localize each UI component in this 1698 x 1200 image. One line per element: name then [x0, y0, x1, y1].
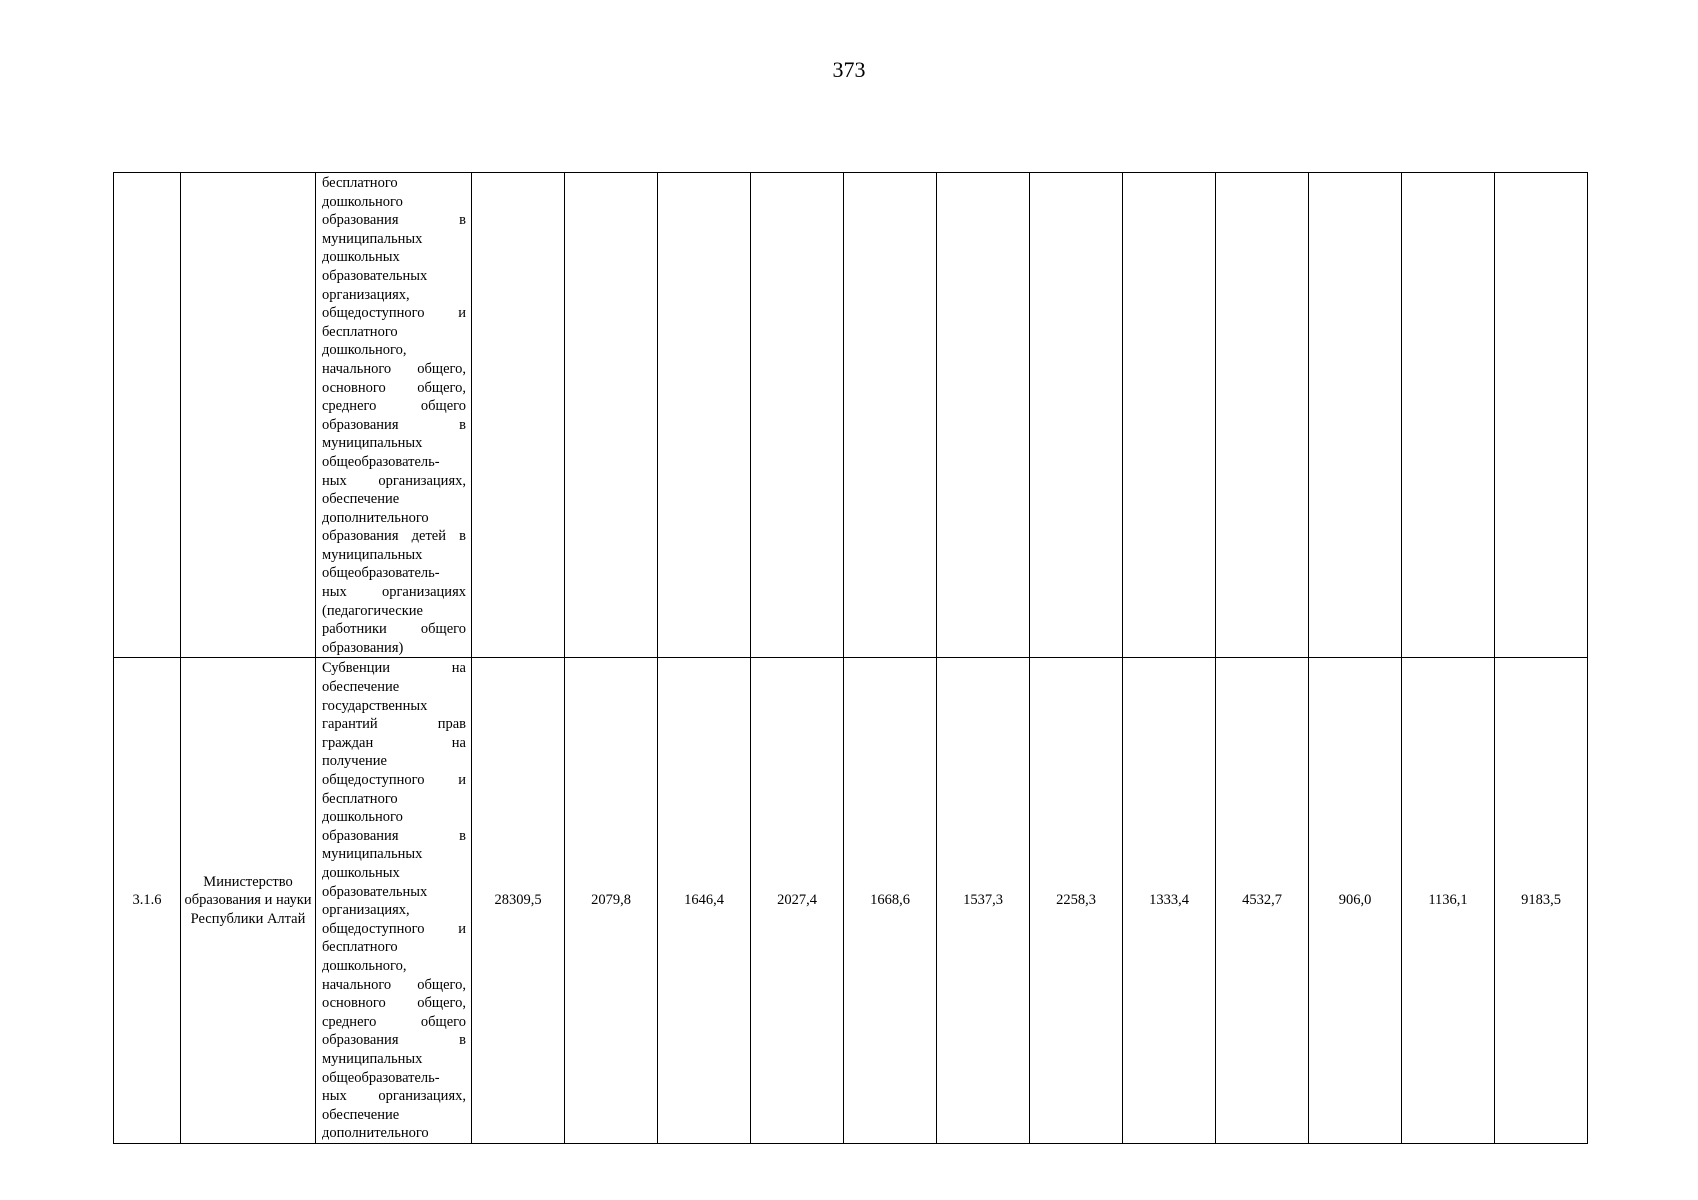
value-cell — [472, 173, 565, 658]
row-number-cell: 3.1.6 — [114, 658, 181, 1143]
description-line: дошкольных — [322, 864, 400, 881]
description-line: образования в — [322, 416, 466, 433]
description-line: получение — [322, 753, 387, 770]
value-cell: 1646,4 — [658, 658, 751, 1143]
value-cell: 906,0 — [1309, 658, 1402, 1143]
description-line: бесплатного — [322, 939, 398, 956]
description-line: муниципальных — [322, 435, 423, 452]
description-line: образовательных — [322, 883, 428, 900]
value-cell: 2027,4 — [751, 658, 844, 1143]
description-line: среднего общего — [322, 398, 466, 415]
value-cell — [1402, 173, 1495, 658]
description-line: обеспечение — [322, 1106, 400, 1123]
organization-cell — [181, 173, 316, 658]
description-line: обеспечение — [322, 679, 400, 696]
description-line: работники общего — [322, 621, 466, 638]
value-cell: 1333,4 — [1123, 658, 1216, 1143]
description-line: общедоступного и — [322, 920, 466, 937]
value-cell: 2079,8 — [565, 658, 658, 1143]
value-cell: 2258,3 — [1030, 658, 1123, 1143]
value-cell: 9183,5 — [1495, 658, 1588, 1143]
value-cell: 28309,5 — [472, 658, 565, 1143]
description-line: основного общего, — [322, 995, 466, 1012]
description-line: государственных — [322, 697, 428, 714]
value-cell — [658, 173, 751, 658]
description-line: ных организациях — [322, 584, 466, 601]
value-cell: 1136,1 — [1402, 658, 1495, 1143]
description-line: основного общего, — [322, 379, 466, 396]
description-line: дошкольных — [322, 249, 400, 266]
description-line: ных организациях, — [322, 1088, 466, 1105]
description-line: бесплатного — [322, 175, 398, 191]
description-line: общедоступного и — [322, 772, 466, 788]
value-cell — [844, 173, 937, 658]
value-cell — [565, 173, 658, 658]
description-line: дошкольного — [322, 193, 403, 210]
description-line: дошкольного, — [322, 342, 407, 359]
page-number: 373 — [832, 57, 866, 82]
description-line: начального общего, — [322, 976, 466, 993]
description-line: организациях, — [322, 286, 410, 303]
value-cell — [1309, 173, 1402, 658]
description-line: бесплатного — [322, 323, 398, 340]
value-cell: 1668,6 — [844, 658, 937, 1143]
description-cell — [316, 658, 472, 1143]
row-number-cell — [114, 173, 181, 658]
description-line: общеобразователь- — [322, 565, 440, 582]
description-line: бесплатного — [322, 790, 398, 807]
description-line: дополнительного — [322, 509, 429, 526]
value-cell — [1216, 173, 1309, 658]
description-line: образования) — [322, 639, 404, 656]
description-line: образовательных — [322, 267, 428, 284]
table-row — [114, 658, 1588, 1143]
description-line: образования в — [322, 212, 466, 229]
description-line: муниципальных — [322, 846, 423, 863]
description-line: Субвенции на — [322, 660, 466, 677]
value-cell — [1123, 173, 1216, 658]
description-line: образования детей в — [322, 528, 466, 545]
value-cell: 4532,7 — [1216, 658, 1309, 1143]
description-line: муниципальных — [322, 546, 423, 563]
description-line: среднего общего — [322, 1013, 466, 1030]
description-line: (педагогические — [322, 602, 423, 619]
description-line: гарантий прав — [322, 716, 466, 733]
description-line: дополнительного — [322, 1125, 429, 1142]
organization-cell: Министерство образования и науки Республики Алтай — [181, 658, 316, 1143]
value-cell — [751, 173, 844, 658]
value-cell — [937, 173, 1030, 658]
description-line: муниципальных — [322, 1050, 423, 1067]
description-line: общедоступного и — [322, 305, 466, 322]
description-line: начального общего, — [322, 360, 466, 377]
description-line: муниципальных — [322, 230, 423, 247]
description-line: ных организациях, — [322, 472, 466, 489]
description-line: образования в — [322, 1032, 466, 1049]
description-line: организациях, — [322, 902, 410, 919]
description-cell — [316, 173, 472, 658]
description-line: обеспечение — [322, 491, 400, 508]
description-line: дошкольного, — [322, 957, 407, 974]
value-cell: 1537,3 — [937, 658, 1030, 1143]
description-line: граждан на — [322, 734, 466, 751]
value-cell — [1495, 173, 1588, 658]
budget-table — [113, 172, 1588, 1144]
table-row — [114, 173, 1588, 658]
value-cell — [1030, 173, 1123, 658]
description-line: общеобразователь- — [322, 1069, 440, 1086]
description-line: общеобразователь- — [322, 453, 440, 470]
description-line: дошкольного — [322, 809, 403, 826]
description-line: образования в — [322, 827, 466, 844]
